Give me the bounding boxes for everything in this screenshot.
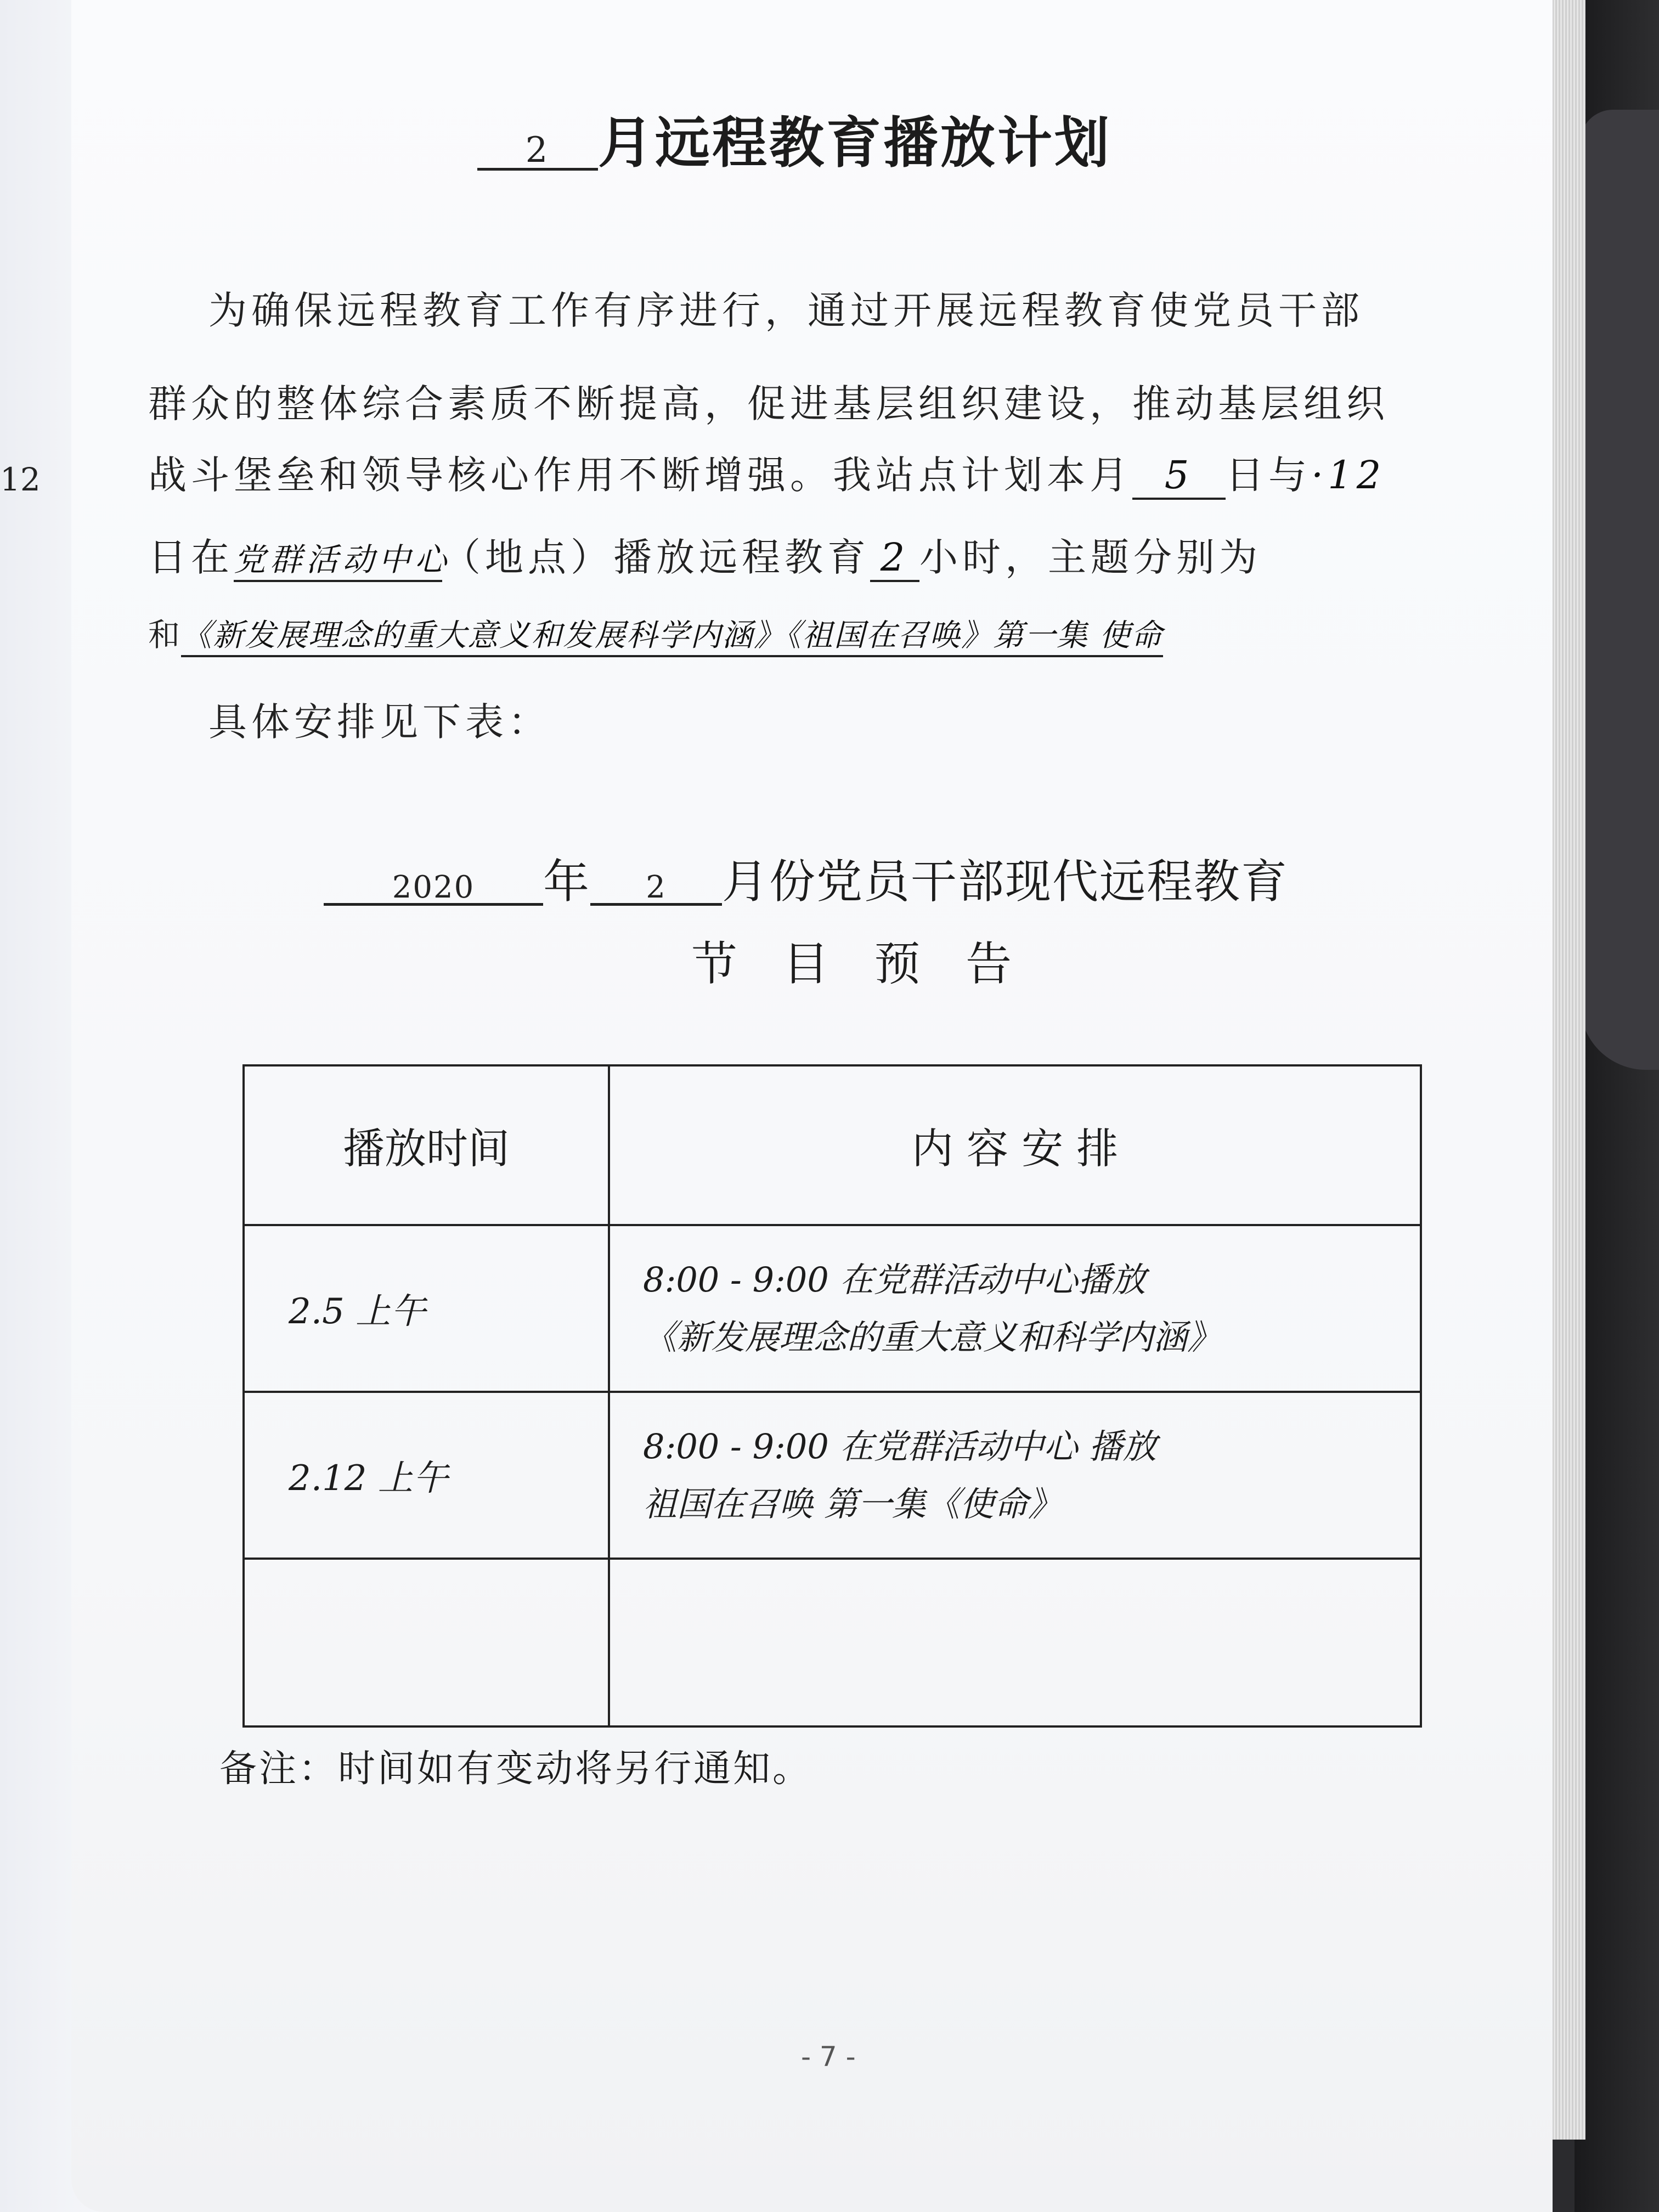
topics-blank: 《新发展理念的重大意义和发展科学内涵》《祖国在召唤》第一集 使命 xyxy=(181,611,1163,657)
row-time: 2.5 上午 xyxy=(244,1225,609,1392)
year-blank: 2020 xyxy=(324,872,543,906)
schedule-title: 2020 年 2 月份党员干部现代远程教育 xyxy=(324,845,1288,911)
page-title xyxy=(477,99,1111,178)
intro-line-1: 为确保远程教育工作有序进行，通过开展远程教育使党员干部 xyxy=(208,288,1364,333)
title-text: 月远程教育播放计划 xyxy=(598,111,1111,175)
header-time: 播放时间 xyxy=(244,1065,609,1225)
intro-line-5: 和《新发展理念的重大意义和发展科学内涵》《祖国在召唤》第一集 使命 xyxy=(148,609,1163,657)
table-header-row xyxy=(244,1065,1421,1225)
intro-line-3: 战斗堡垒和领导核心作用不断增强。我站点计划本月 5 日与·12 xyxy=(148,444,1385,500)
row-time xyxy=(244,1559,609,1726)
location-blank: 党群活动中心 xyxy=(234,534,442,582)
month-blank: 2 xyxy=(590,872,722,906)
schedule-table xyxy=(242,1064,1422,1728)
row-content: 8:00 - 9:00 在党群活动中心播放 《新发展理念的重大意义和科学内涵》 xyxy=(609,1225,1421,1392)
day1-blank: 5 xyxy=(1132,453,1226,500)
document-page xyxy=(71,0,1553,2212)
intro-line-4: 日在党群活动中心（地点）播放远程教育 2 小时，主题分别为 xyxy=(148,527,1262,582)
page-number: - 7 - xyxy=(801,2041,856,2073)
row-time: 2.12 上午 xyxy=(244,1392,609,1559)
mouse-pad xyxy=(1580,110,1659,1070)
remark-note: 备注：时间如有变动将另行通知。 xyxy=(219,1747,812,1791)
intro-line-2: 群众的整体综合素质不断提高，促进基层组织建设，推动基层组织 xyxy=(148,381,1389,426)
table-row xyxy=(244,1225,1421,1392)
table-row xyxy=(244,1559,1421,1726)
title-month-blank: 2 xyxy=(477,133,598,171)
margin-note: 12 xyxy=(0,461,41,498)
header-content: 内 容 安 排 xyxy=(609,1065,1421,1225)
intro-line-6: 具体安排见下表： xyxy=(208,699,551,744)
table-row xyxy=(244,1392,1421,1559)
day2-note: ·12 xyxy=(1311,453,1386,498)
row-content xyxy=(609,1559,1421,1726)
row-content: 8:00 - 9:00 在党群活动中心 播放 祖国在召唤 第一集《使命》 xyxy=(609,1392,1421,1559)
hours-blank: 2 xyxy=(870,535,919,582)
schedule-subtitle: 节 目 预 告 xyxy=(691,937,1028,991)
